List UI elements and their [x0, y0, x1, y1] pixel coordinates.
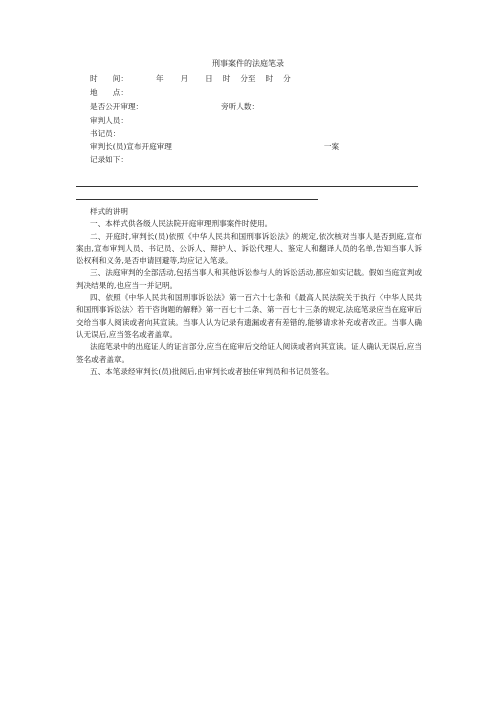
place-field	[90, 87, 128, 98]
record-field	[90, 154, 128, 165]
place-label: 地 点：	[90, 88, 128, 97]
divider-long	[76, 186, 418, 187]
time-hour-2: 时	[265, 74, 274, 83]
notes-section	[76, 206, 422, 378]
note-item: 二、开庭时,审判长(员)依照《中华人民共和国刑事诉讼法》的规定,依次核对当事人是否到庭,宣布案由,宣布审判人员、书记员、公诉人、辩护人、诉讼代理人、鉴定人和翻译人员的名单,告知当事人诉讼权利和义务,是否申请回避等,均应记入笔录。	[76, 231, 422, 266]
time-label: 时 间：	[90, 74, 128, 83]
judges-label: 审判人员：	[90, 116, 128, 125]
note-item: 五、本笔录经审判长(员)批阅后,由审判长或者独任审判员和书记员签名。	[90, 366, 334, 376]
note-item: 三、法庭审判的全部活动,包括当事人和其他诉讼参与人的诉讼活动,都应如实记载。假如当庭宣判或判决结果的,也应当一并记明。	[76, 268, 422, 290]
clerk-label: 书记员：	[90, 129, 121, 138]
time-minute-to: 分至	[240, 74, 256, 83]
time-field	[90, 73, 291, 84]
time-minute-2: 分	[283, 74, 291, 83]
time-hour: 时	[222, 74, 231, 83]
judges-field	[90, 115, 128, 126]
time-day: 日	[205, 74, 213, 83]
case-suffix: 一案	[323, 142, 340, 151]
public-trial-field	[90, 101, 259, 112]
notes-heading: 样式的讲明	[90, 207, 128, 216]
document-title: 刑事案件的法庭笔录	[212, 59, 284, 68]
note-item: 一、本样式供各级人民法院开庭审理刑事案件时使用。	[90, 219, 273, 229]
public-trial-label: 是否公开审理：	[90, 102, 144, 111]
audience-count-label: 旁听人数：	[221, 102, 260, 111]
announce-label: 审判长(员)宣布开庭审理	[90, 142, 172, 151]
clerk-field	[90, 128, 120, 139]
announce-field	[90, 141, 339, 152]
note-item: 四、依照《中华人民共和国刑事诉讼法》第一百六十七条和《最高人民法院关于执行〈中华人民共和国刑事诉讼法〉若干咨询题的解释》第一百七十二条、第一百七十三条的规定,法庭笔录应当在庭审后交给当事人阅读或者向其宣读。当事人认为记录有遗漏或者有差错的,能够请求补充或者改正。当事人确认无误后,应当签名或者盖章。	[76, 293, 422, 339]
note-item: 法庭笔录中的出庭证人的证言部分,应当在庭审后交给证人阅读或者向其宣读。证人确认无误后,应当签名或者盖章。	[76, 342, 422, 364]
time-year: 年	[155, 74, 164, 83]
divider-short	[76, 199, 318, 200]
record-label: 记录如下：	[90, 155, 128, 164]
time-month: 月	[180, 74, 189, 83]
